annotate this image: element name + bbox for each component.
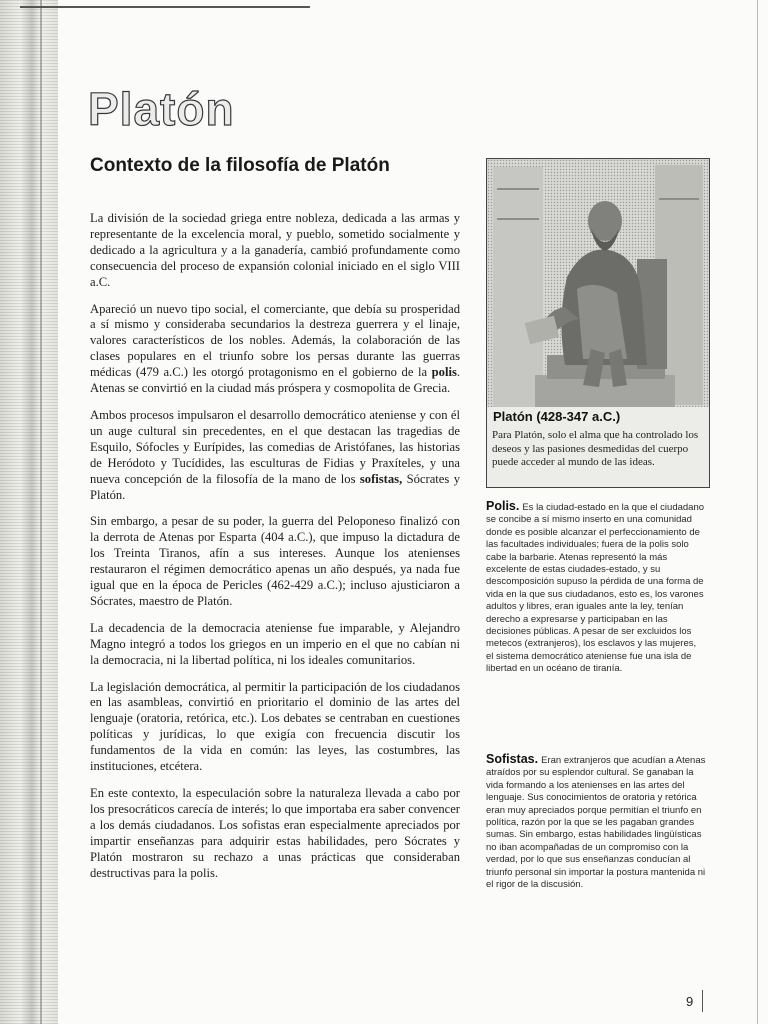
book-binding-edge	[0, 0, 58, 1024]
paragraph-4: Sin embargo, a pesar de su poder, la guerra del Peloponeso finalizó con la derrota de Atenas por Esparta (404 a.C.), que impuso la dictadura de los Treinta Tiranos, afín a sus intereses. Aunque los atenienses restauraron el régimen democrático apenas un año después, ya nada fue igual que en la época de Pericles (462-429 a.C.); incluso ajusticiaron a Sócrates, maestro de Platón.	[90, 514, 460, 608]
top-rule	[20, 6, 310, 8]
glossary-term-polis: Polis.	[486, 499, 520, 513]
page-number: 9	[686, 994, 694, 1009]
binding-line	[40, 0, 42, 1024]
paragraph-2-text-b: . Atenas se convirtió en la ciudad más próspera y cosmopolita de Grecia.	[90, 365, 460, 396]
chapter-title: Platón	[88, 83, 235, 135]
paragraph-3-text-b: Sócrates y Platón.	[90, 471, 460, 502]
term-sofistas: sofistas,	[359, 471, 403, 486]
paragraph-2	[90, 302, 460, 397]
section-title: Contexto de la filosofía de Platón	[90, 155, 390, 176]
glossary-definition-polis: Es la ciudad-estado en la que el ciudadano se concibe a sí mismo inserto en una comunidad donde es posible alcanzar el perfeccionamiento de las facultades individuales; fuera de la polis solo cabe la barbarie. Atenas representó la más excelente de estas ciudades-estado, y su descomposición supuso la pérdida de una forma de vida en la que sus ciudadanos, esto es, los varones adultos y libres, eran iguales ante la ley, tenían derecho a expresarse y participaban en las decisiones públicas. A pesar de ser excluidos los metecos (extranjeros), los esclavos y las mujeres, el sistema democrático ateniense fue una isla de libertad en un océano de tiranía.	[486, 502, 705, 675]
paragraph-1: La división de la sociedad griega entre nobleza, dedicada a las armas y representante de la excelencia moral, y pueblo, sometido socialmente y dedicado a la agricultura y a la ganadería, cambió profundamente como consecuencia del proceso de expansión colonial iniciado en el siglo VIII a.C.	[90, 211, 460, 289]
paragraph-7: En este contexto, la especulación sobre la naturaleza llevada a cabo por los presocráticos carecía de interés; lo que importaba era saber convencer a los demás ciudadanos. Los sofistas eran especialmente apreciados por impartir enseñanzas para adquirir estas habilidades, pero Sócrates y Platón mostraron su rechazo a unas prácticas que consideraban destructivas para la polis.	[90, 786, 460, 880]
figure-caption-text: Para Platón, solo el alma que ha controlado los deseos y las pasiones desmedidas del cuerpo puede acceder al mundo de las ideas.	[492, 429, 699, 468]
glossary-polis	[486, 500, 706, 676]
figure-caption-title: Platón (428-347 a.C.)	[493, 409, 621, 424]
main-text	[90, 211, 460, 892]
paragraph-5: La decadencia de la democracia ateniense fue imparable, y Alejandro Magno integró a todos los griegos en un imperio en el que no cabían ni la democracia, ni la libertad política, ni los ideales comunitarios.	[90, 620, 460, 667]
paragraph-6: La legislación democrática, al permitir la participación de los ciudadanos en las asambleas, convirtió en prioritario el dominio de las artes del lenguaje (oratoria, retórica, etc.). Los debates se centraban en cuestiones políticas y jurídicas, lo que exigía con frecuencia discutir los fundamentos de la vida en común: las leyes, las costumbres, las instituciones, etcétera.	[90, 679, 460, 774]
page-number-rule	[702, 990, 703, 1012]
term-polis: polis	[431, 365, 457, 380]
glossary-definition-sofistas: Eran extranjeros que acudían a Atenas atraídos por su esplendor cultural. Se ganaban la vida formando a los atenienses en las artes del lenguaje. Sus conocimientos de oratoria y retórica eran muy apreciados porque permitían el triunfo en política, razón por la que se les pagaban grandes sumas. Sin embargo, estas habilidades lingüísticas no iban acompañadas de un compromiso con la verdad, por lo que sus enseñanzas conducían al triunfo personal sin importar la postura mantenida ni el rigor de la discusión.	[486, 755, 706, 891]
page-edge	[757, 0, 758, 1024]
paragraph-3	[90, 408, 460, 503]
paragraph-2-text-a: Apareció un nuevo tipo social, el comerciante, que debía su prosperidad a sí mismo y consideraba secundarios la destreza guerrera y el linaje, valores característicos de los nobles. Además, la colaboración de las clases populares en el triunfo sobre los persas durante las guerras médicas (479 a.C.) les otorgó protagonismo en el gobierno de la	[90, 301, 460, 380]
glossary-term-sofistas: Sofistas.	[486, 752, 539, 766]
glossary-sofistas	[486, 753, 706, 891]
paragraph-3-text-a: Ambos procesos impulsaron el desarrollo democrático ateniense y con él un auge cultural sin precedentes, en el que destacan las tragedias de Esquilo, Sófocles y Eurípides, las comedias de Aristófanes, las historias de Heródoto y Tucídides, las esculturas de Fidias y Praxíteles, y una nueva concepción de la filosofía de la mano de los	[90, 407, 460, 486]
